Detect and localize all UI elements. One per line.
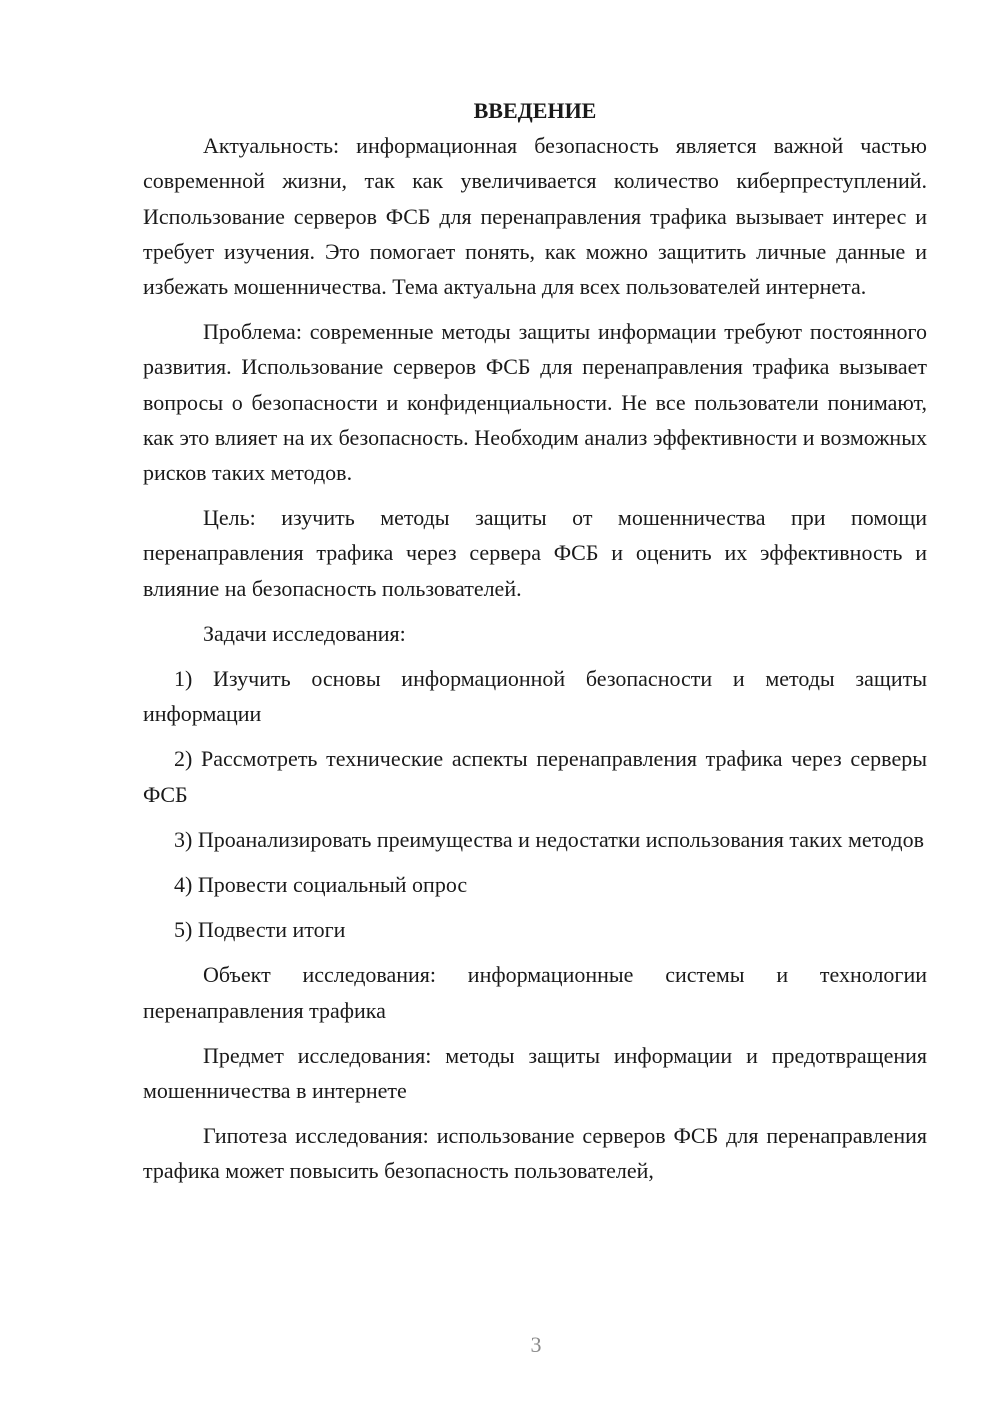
task-item-5: 5) Подвести итоги — [174, 917, 346, 943]
task-item-4: 4) Провести социальный опрос — [174, 872, 468, 898]
page-number: 3 — [530, 1332, 542, 1357]
relevance-paragraph: Актуальность: информационная безопасность является важной частью современной жизни, так как увеличивается количество киберпреступлений. Использование серверов ФСБ для перенаправления трафика вызывает интерес и требует изучения. Это помогает понять, как можно защитить личные данные и избежать мошенничества. Тема актуальна для всех пользователей интернета. — [143, 133, 927, 300]
page-title: ВВЕДЕНИЕ — [473, 98, 597, 123]
page-content — [143, 93, 927, 1199]
hypothesis-paragraph: Гипотеза исследования: использование серверов ФСБ для перенаправления трафика может повысить безопасность пользователей, — [143, 1123, 927, 1184]
task-item-1: 1) Изучить основы информационной безопасности и методы защиты информации — [143, 666, 927, 727]
subject-paragraph: Предмет исследования: методы защиты информации и предотвращения мошенничества в интернете — [143, 1042, 927, 1104]
tasks-heading: Задачи исследования: — [203, 620, 406, 646]
task-item-2: 2) Рассмотреть технические аспекты перенаправления трафика через серверы ФСБ — [143, 746, 927, 807]
object-paragraph: Объект исследования: информационные системы и технологии перенаправления трафика — [143, 962, 927, 1023]
task-item-3: 3) Проанализировать преимущества и недостатки использования таких методов — [174, 826, 924, 852]
problem-paragraph: Проблема: современные методы защиты информации требуют постоянного развития. Использование серверов ФСБ для перенаправления трафика вызывает вопросы о безопасности и конфиденциальности. Не все пользователи понимают, как это влияет на их безопасность. Необходим анализ эффективности и возможных рисков таких методов. — [143, 319, 927, 486]
goal-paragraph: Цель: изучить методы защиты от мошенничества при помощи перенаправления трафика через сервера ФСБ и оценить их эффективность и влияние на безопасность пользователей. — [143, 505, 927, 601]
